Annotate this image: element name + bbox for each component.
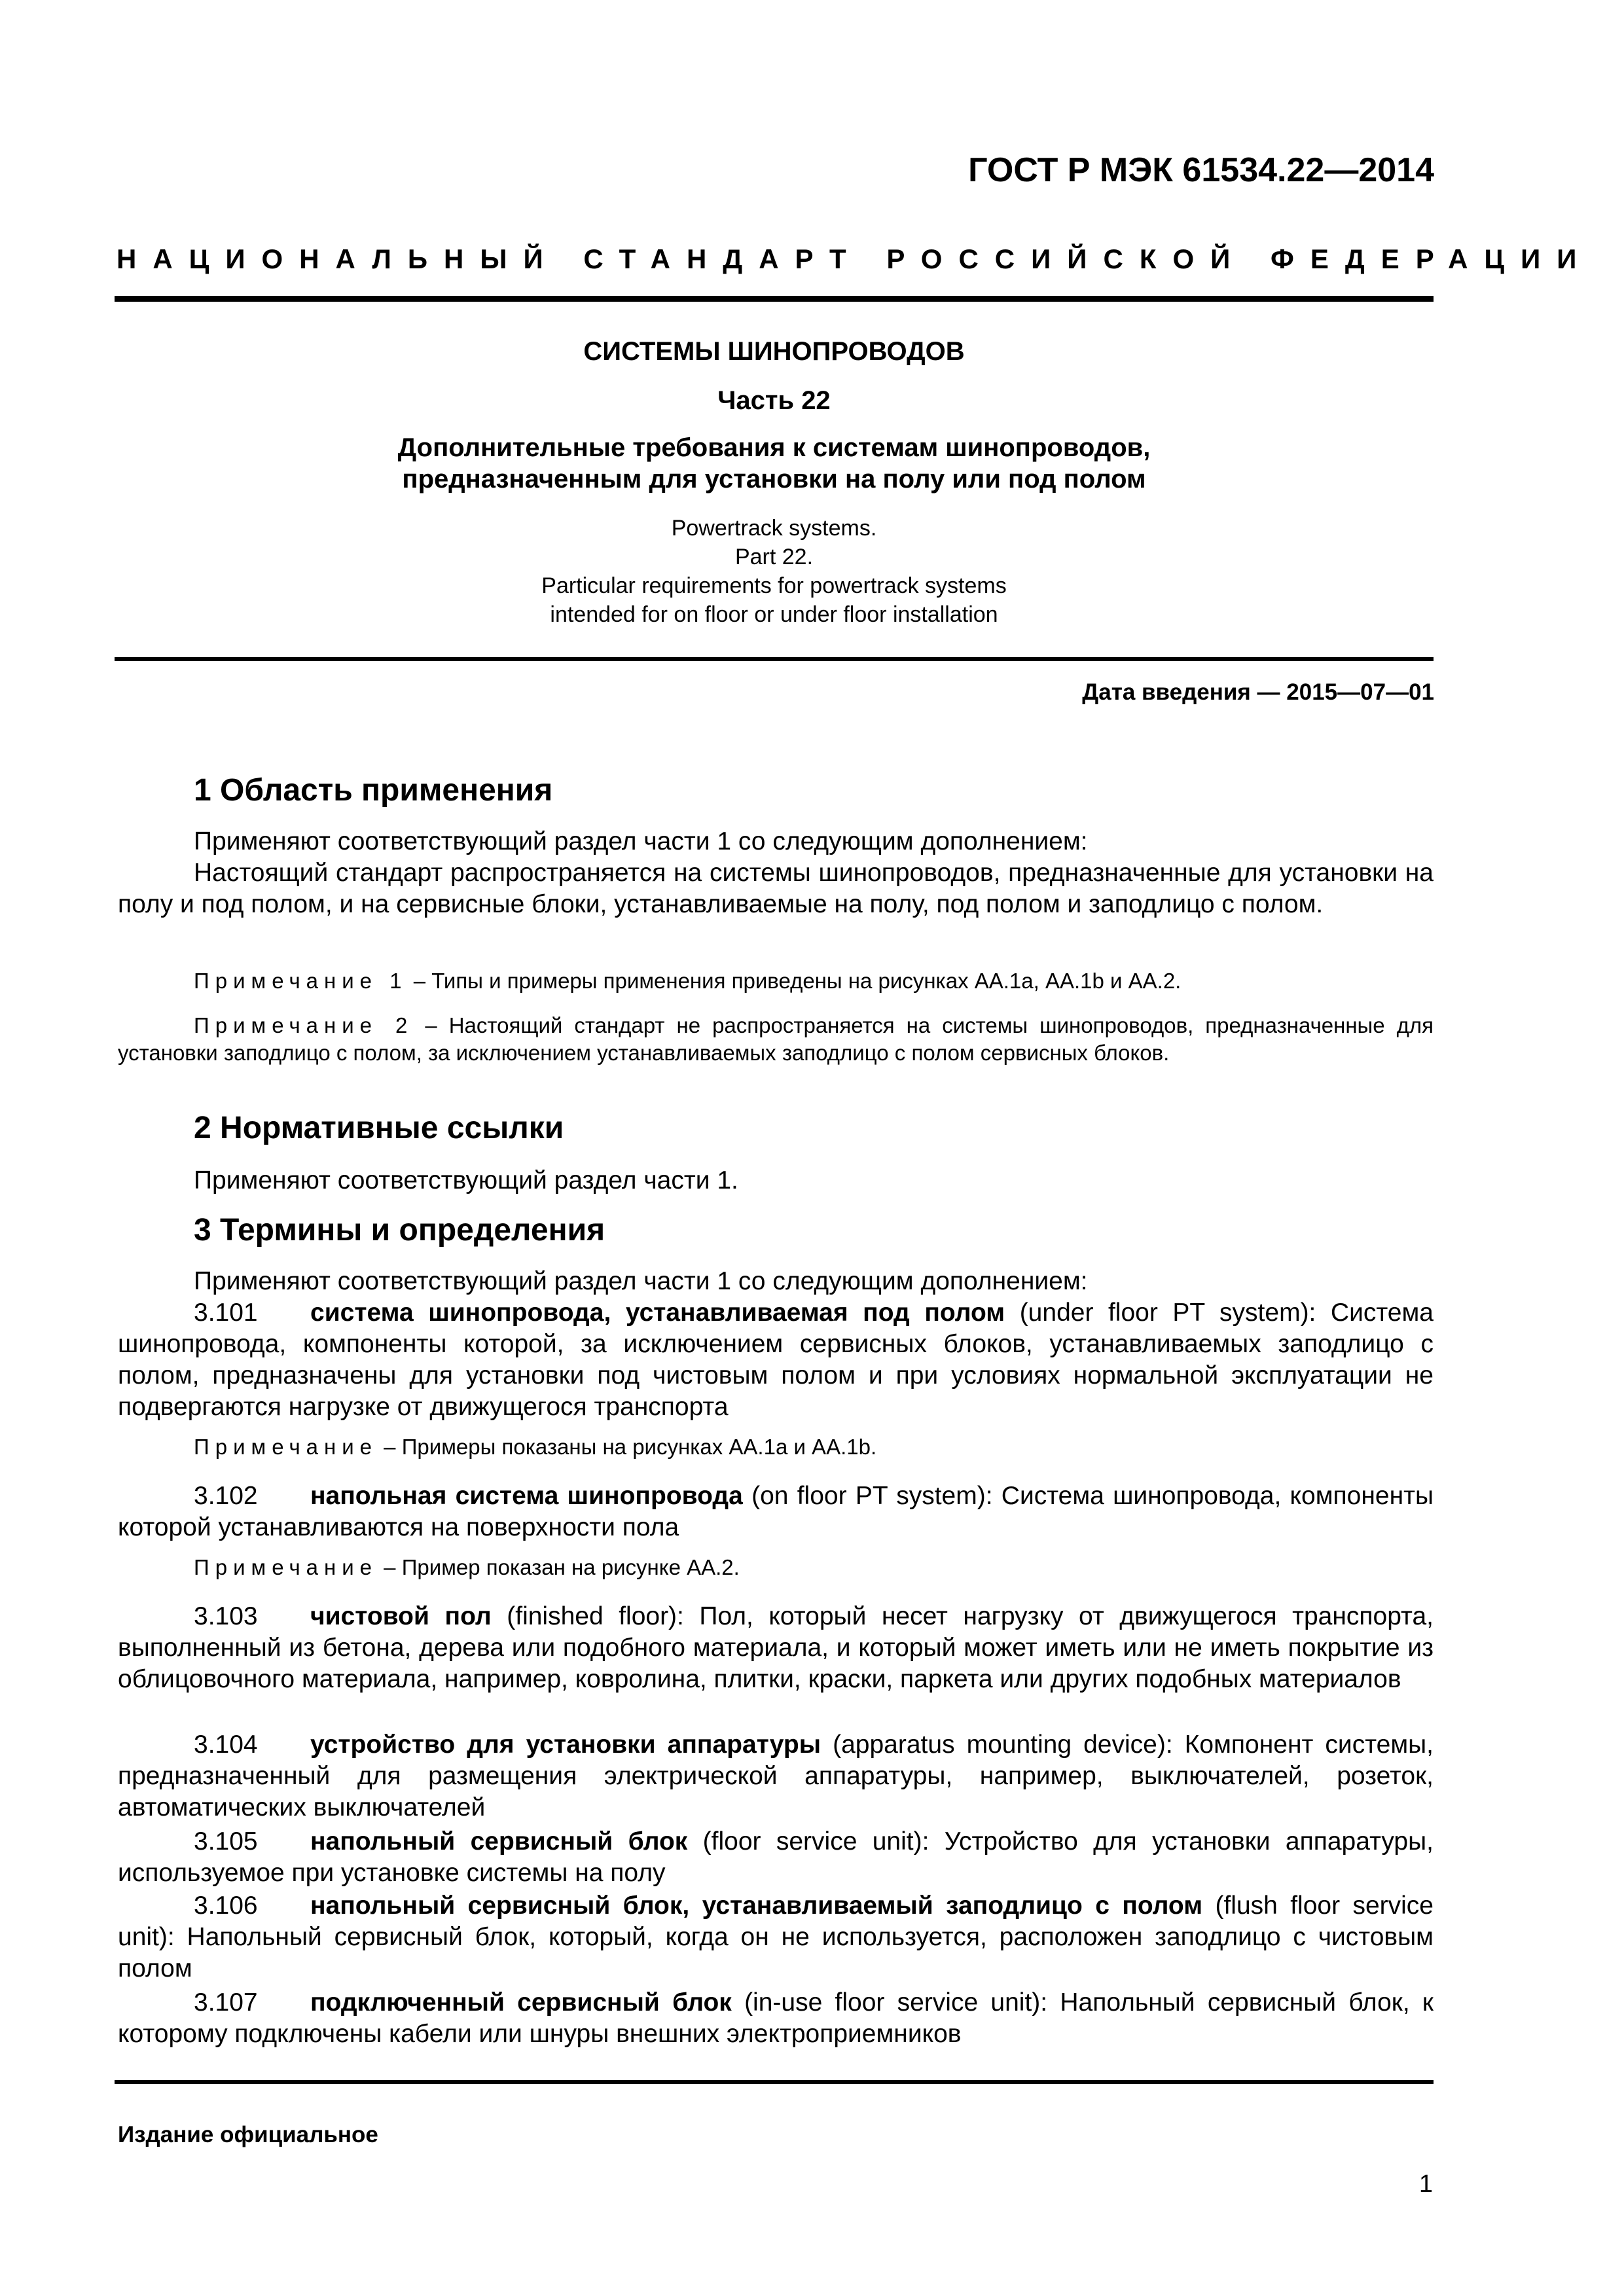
term-name: напольный сервисный блок [310,1827,688,1856]
section-2-heading: 2 Нормативные ссылки [194,1111,564,1145]
term-3-101 [118,1297,1434,1423]
subtitle-line: Дополнительные требования к системам шинопроводов, [397,433,1151,462]
term-definition: (floor service unit): Устройство для установки аппаратуры, используемое при установке системы на полу [118,1827,1434,1887]
note-label: Примечание [194,1555,378,1579]
note [118,1554,1434,1581]
term-number: 3.107 [194,1988,258,2017]
term-definition: (on floor PT system): Система шинопровода, компоненты которой устанавливаются на поверхности пола [118,1482,1434,1541]
title-rule [115,657,1434,661]
english-title-line: Part 22. [734,545,814,569]
term-definition: (in-use floor service unit): Напольный сервисный блок, к которому подключены кабели или шнуры внешних электроприемников [118,1988,1434,2048]
section-3-heading: 3 Термины и определения [194,1213,605,1247]
standard-series-title: СИСТЕМЫ ШИНОПРОВОДОВ [583,337,965,366]
english-title-line: intended for on floor or under floor installation [550,602,998,627]
note [118,967,1434,995]
term-number: 3.106 [194,1892,258,1920]
paragraph: Применяют соответствующий раздел части 1 со следующим дополнением: [194,827,1088,855]
term-name: подключенный сервисный блок [310,1988,732,2017]
term-name: система шинопровода, устанавливаемая под полом [310,1299,1005,1327]
term-3-102 [118,1480,1434,1543]
note-text: – Примеры показаны на рисунках АА.1а и АА.1b. [378,1435,877,1459]
term-definition: (under floor PT system): Система шинопровода, компоненты которой, за исключением сервисных блоков, устанавливаемых заподлицо с полом, предназначены для установки под чистовым полом и при условиях нормальной эксплуатации не подвергаются нагрузке от движущегося транспорта [118,1299,1434,1421]
note [118,1433,1434,1461]
term-name: напольная система шинопровода [310,1482,743,1510]
term-number: 3.105 [194,1827,258,1856]
note-label: Примечание 2 [194,1013,414,1037]
standard-part: Часть 22 [717,386,831,415]
term-definition: (flush floor service unit): Напольный сервисный блок, который, когда он не используется, расположен заподлицо с чистовым полом [118,1892,1434,1982]
document-code: ГОСТ Р МЭК 61534.22—2014 [968,151,1434,189]
page-number: 1 [1418,2170,1433,2198]
english-title-line: Powertrack systems. [671,516,877,541]
edition-label: Издание официальное [118,2122,378,2147]
term-number: 3.103 [194,1602,258,1630]
term-name: устройство для установки аппаратуры [310,1731,821,1759]
header-rule [115,296,1434,302]
english-title-line: Particular requirements for powertrack systems [541,573,1007,598]
term-definition: (finished floor): Пол, который несет нагрузку от движущегося транспорта, выполненный из бетона, дерева или подобного материала, и который может иметь или не иметь покрытие из облицовочного материала, например, ковролина, плитки, краски, паркета или других подобных материалов [118,1602,1434,1693]
paragraph: Настоящий стандарт распространяется на системы шинопроводов, предназначенные для установки на полу и под полом, и на сервисные блоки, устанавливаемые на полу, под полом и заподлицо с полом. [118,859,1434,918]
note-label: Примечание [194,1435,378,1459]
paragraph: Применяют соответствующий раздел части 1. [194,1166,738,1194]
term-3-103 [118,1601,1434,1695]
paragraph: Применяют соответствующий раздел части 1 со следующим дополнением: [194,1267,1088,1295]
term-3-104 [118,1729,1434,1823]
term-definition: (apparatus mounting device): Компонент системы, предназначенный для размещения электрической аппаратуры, например, выключателей, розеток, автоматических выключателей [118,1731,1434,1821]
section-1-heading: 1 Область применения [194,773,553,808]
term-3-105 [118,1826,1434,1889]
note-text: – Пример показан на рисунке АА.2. [378,1555,740,1579]
note [118,1012,1434,1067]
introduction-date: Дата введения — 2015—07—01 [1082,679,1434,705]
english-title [115,514,1434,629]
note-text: – Типы и примеры применения приведены на рисунках АА.1а, АА.1b и АА.2. [407,969,1182,993]
term-name: чистовой пол [310,1602,492,1630]
national-standard-banner: НАЦИОНАЛЬНЫЙ СТАНДАРТ РОССИЙСКОЙ ФЕДЕРАЦИИ [117,243,1593,274]
term-3-107 [118,1987,1434,2050]
term-number: 3.102 [194,1482,258,1510]
term-name: напольный сервисный блок, устанавливаемый заподлицо с полом [310,1892,1203,1920]
term-number: 3.104 [194,1731,258,1759]
note-label: Примечание 1 [194,969,408,993]
standard-subtitle [115,432,1434,495]
term-3-106 [118,1890,1434,1984]
footer-rule [115,2080,1434,2084]
term-number: 3.101 [194,1299,258,1327]
note-text: – Настоящий стандарт не распространяется на системы шинопроводов, предназначенные для установки заподлицо с полом, за исключением устанавливаемых заподлицо с полом сервисных блоков. [118,1013,1434,1065]
subtitle-line: предназначенным для установки на полу или под полом [402,465,1146,493]
